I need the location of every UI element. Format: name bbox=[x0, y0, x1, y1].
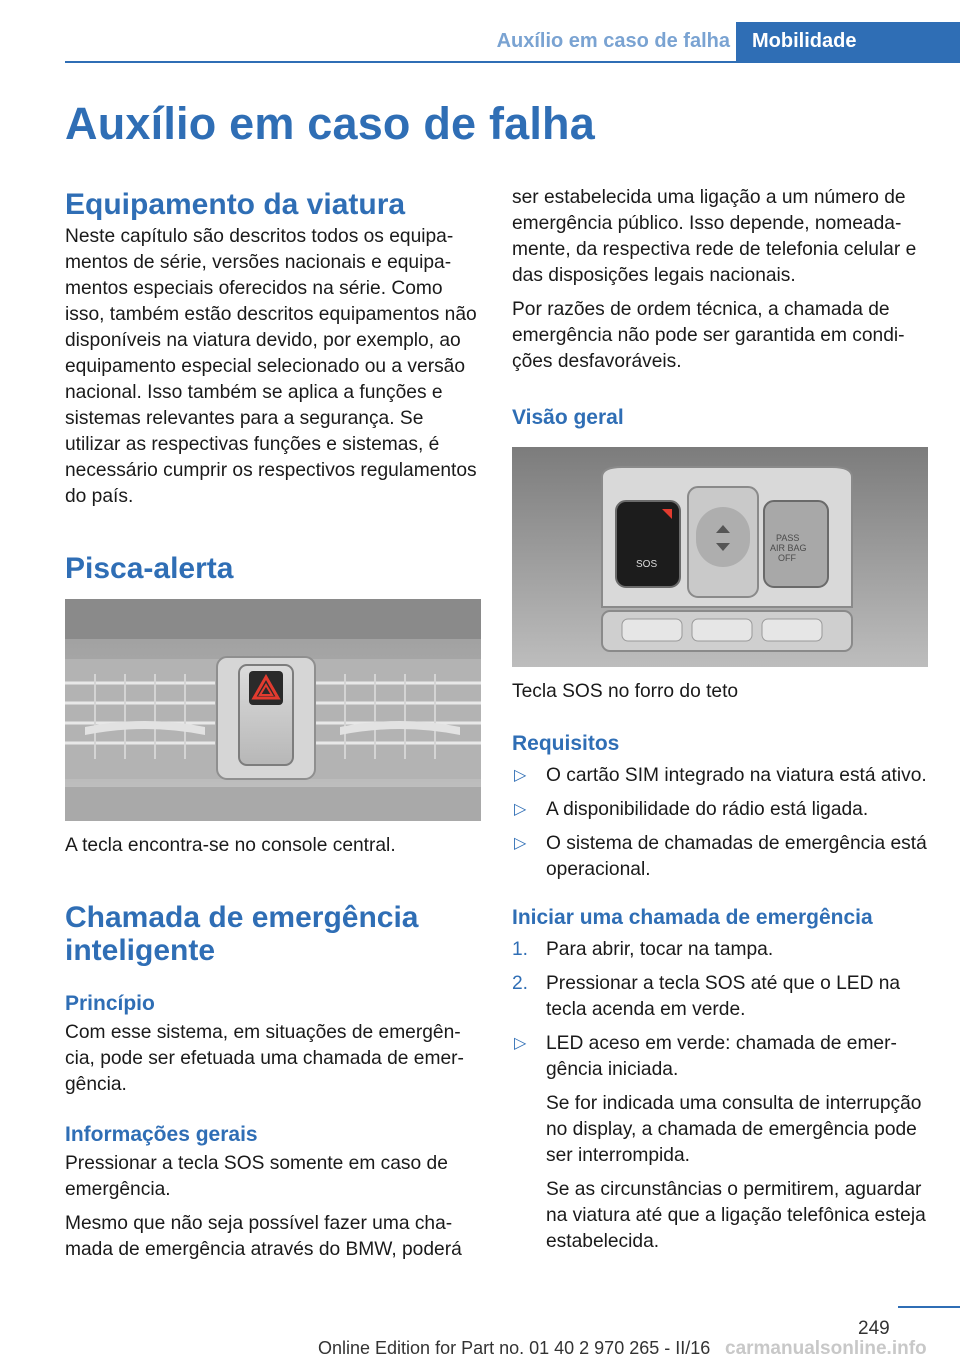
list-item bbox=[512, 1031, 930, 1255]
hazard-heading: Pisca-alerta bbox=[65, 552, 234, 585]
requirements-list bbox=[512, 763, 930, 883]
step-text: Pressionar a tecla SOS até que o LED na tecla acenda em verde. bbox=[546, 973, 901, 1020]
step-text: Para abrir, tocar na tampa. bbox=[546, 939, 774, 960]
hazard-console-illustration bbox=[65, 599, 481, 821]
footer-rule bbox=[898, 1306, 960, 1308]
general-info-p1: Pressionar a tecla SOS somente em caso de emergência. bbox=[65, 1153, 448, 1200]
step-number: 1. bbox=[512, 939, 529, 960]
page-title: Auxílio em caso de falha bbox=[65, 98, 595, 149]
header-tab-mobilidade: Mobilidade bbox=[736, 22, 960, 63]
overview-heading: Visão geral bbox=[512, 406, 624, 429]
list-item-note-2: Se as circunstâncias o permitirem, aguardar na viatura até que a ligação telefônica esteja estabelecida. bbox=[546, 1179, 926, 1252]
principle-body: Com esse sistema, em situações de emergência, pode ser efetuada uma chamada de emergência. bbox=[65, 1022, 464, 1095]
general-info-heading: Informações gerais bbox=[65, 1123, 258, 1146]
overview-caption: Tecla SOS no forro do teto bbox=[512, 681, 739, 702]
triangle-bullet-icon: ▷ bbox=[514, 767, 527, 784]
requirements-heading: Requisitos bbox=[512, 732, 620, 755]
start-call-steps bbox=[512, 937, 930, 1023]
triangle-bullet-icon: ▷ bbox=[514, 801, 527, 818]
list-item-note-1: Se for indicada uma consulta de interrupção no display, a chamada de emergência pode ser interrompida. bbox=[546, 1093, 922, 1166]
list-item-text: O cartão SIM integrado na viatura está ativo. bbox=[546, 765, 927, 786]
start-call-heading: Iniciar uma chamada de emergência bbox=[512, 906, 873, 929]
list-item bbox=[512, 831, 930, 883]
header-rule bbox=[65, 61, 960, 63]
triangle-bullet-icon: ▷ bbox=[514, 1035, 527, 1052]
left-column bbox=[65, 183, 481, 1263]
list-item-text: O sistema de chamadas de emergência está operacional. bbox=[546, 833, 927, 880]
hazard-caption: A tecla encontra-se no console central. bbox=[65, 835, 396, 856]
watermark: carmanualsonline.info bbox=[725, 1338, 927, 1359]
equipment-body: Neste capítulo são descritos todos os equipamentos de série, versões nacionais e equipamentos especiais oferecidos na série. Como isso, também estão descritos equipamentos não disponíveis na viatura devido, por exemplo, ao equipamento especial selecionado ou a versão nacional. Isso também se aplica a funções e sistemas relevantes para a segurança. Se utilizar as respectivas funções e sistemas, é necessário cumprir os respectivos regulamentos do país. bbox=[65, 226, 477, 507]
start-call-result-list bbox=[512, 1031, 930, 1255]
list-item-text: A disponibilidade do rádio está ligada. bbox=[546, 799, 869, 820]
equipment-heading: Equipamento da viatura bbox=[65, 188, 406, 221]
general-info-p2-continued: ser estabelecida uma ligação a um número de emergência público. Isso depende, nomeadamente, da respectiva rede de telefonia celular e das disposições legais nacionais. bbox=[512, 187, 917, 286]
hazard-button-photo bbox=[65, 599, 481, 821]
step-item bbox=[512, 971, 930, 1023]
triangle-bullet-icon: ▷ bbox=[514, 835, 527, 852]
sos-roof-console-illustration bbox=[512, 447, 928, 667]
sos-key-label: SOS bbox=[636, 559, 658, 570]
list-item-text: LED aceso em verde: chamada de emergência iniciada. bbox=[546, 1033, 897, 1080]
step-item bbox=[512, 937, 930, 963]
sos-button-photo bbox=[512, 447, 928, 667]
pass-label: PASS bbox=[776, 533, 800, 543]
general-info-p2-start: Mesmo que não seja possível fazer uma chamada de emergência através do BMW, poderá bbox=[65, 1213, 462, 1260]
airbag-label: AIR BAG bbox=[770, 543, 807, 553]
list-item bbox=[512, 763, 930, 789]
step-number: 2. bbox=[512, 973, 529, 994]
off-label: OFF bbox=[778, 553, 796, 563]
page-number: 249 bbox=[858, 1318, 890, 1339]
general-info-p3: Por razões de ordem técnica, a chamada de emergência não pode ser garantida em condições desfavoráveis. bbox=[512, 299, 905, 372]
emergency-heading: Chamada de emergência inteligente bbox=[65, 901, 419, 967]
edition-note: Online Edition for Part no. 01 40 2 970 265 - II/16 bbox=[318, 1338, 711, 1358]
list-item bbox=[512, 797, 930, 823]
principle-heading: Princípio bbox=[65, 992, 155, 1015]
right-column bbox=[512, 185, 930, 1255]
header-section-title: Auxílio em caso de falha bbox=[496, 30, 730, 52]
